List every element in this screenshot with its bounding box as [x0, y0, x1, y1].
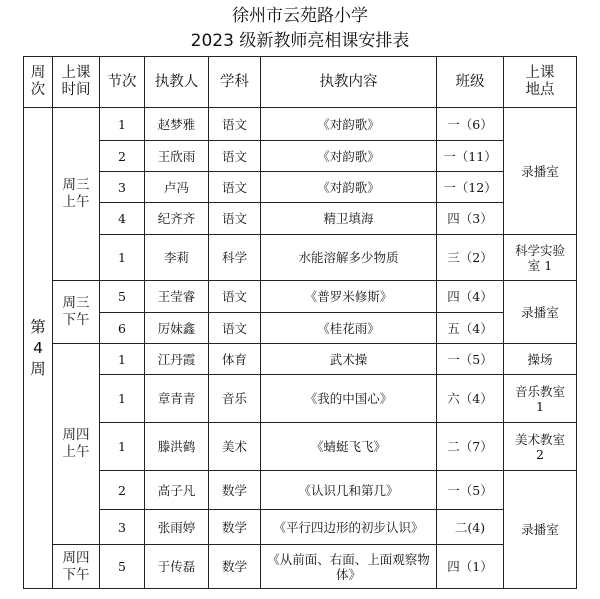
table-row	[24, 471, 577, 510]
subject-cell: 体育	[209, 344, 261, 375]
table-row	[24, 423, 577, 471]
table-row	[24, 281, 577, 313]
teacher-cell: 李莉	[145, 235, 209, 281]
session-thu-pm: 周四 下午	[53, 545, 100, 589]
table-row	[24, 235, 577, 281]
location-art-room: 美术教室 2	[504, 423, 577, 471]
subject-cell: 语文	[209, 172, 261, 203]
teacher-cell: 纪齐齐	[145, 203, 209, 235]
period-cell: 2	[100, 471, 145, 510]
location-science-lab: 科学实验 室 1	[504, 235, 577, 281]
class-cell: 一（6）	[437, 108, 504, 141]
content-cell: 《平行四边形的初步认识》	[261, 510, 437, 545]
teacher-cell: 王欣雨	[145, 141, 209, 172]
subject-cell: 语文	[209, 313, 261, 344]
header-location: 上课 地点	[504, 57, 577, 108]
subject-cell: 数学	[209, 471, 261, 510]
location-recording-room: 录播室	[504, 281, 577, 344]
subject-cell: 语文	[209, 141, 261, 172]
class-cell: 二(4)	[437, 510, 504, 545]
table-row	[24, 545, 577, 589]
header-class: 班级	[437, 57, 504, 108]
table-row	[24, 375, 577, 423]
period-cell: 1	[100, 423, 145, 471]
header-row	[24, 57, 577, 108]
page-title: 徐州市云苑路小学	[232, 6, 368, 26]
subject-cell: 数学	[209, 510, 261, 545]
content-cell: 《普罗米修斯》	[261, 281, 437, 313]
table-row	[24, 203, 577, 235]
content-cell: 武术操	[261, 344, 437, 375]
header-time: 上课 时间	[53, 57, 100, 108]
period-cell: 5	[100, 281, 145, 313]
content-cell: 水能溶解多少物质	[261, 235, 437, 281]
table-row	[24, 141, 577, 172]
teacher-cell: 滕洪鹤	[145, 423, 209, 471]
period-cell: 1	[100, 344, 145, 375]
location-music-room: 音乐教室 1	[504, 375, 577, 423]
class-cell: 四（3）	[437, 203, 504, 235]
period-cell: 6	[100, 313, 145, 344]
content-cell: 《对韵歌》	[261, 172, 437, 203]
subject-cell: 美术	[209, 423, 261, 471]
period-cell: 1	[100, 375, 145, 423]
session-thu-am: 周四 上午	[53, 344, 100, 545]
table-row	[24, 108, 577, 141]
teacher-cell: 于传磊	[145, 545, 209, 589]
teacher-cell: 王莹睿	[145, 281, 209, 313]
teacher-cell: 厉妹鑫	[145, 313, 209, 344]
class-cell: 三（2）	[437, 235, 504, 281]
period-cell: 5	[100, 545, 145, 589]
table-row	[24, 313, 577, 344]
teacher-cell: 赵梦雅	[145, 108, 209, 141]
class-cell: 五（4）	[437, 313, 504, 344]
content-cell: 《桂花雨》	[261, 313, 437, 344]
content-cell: 《蜻蜓飞飞》	[261, 423, 437, 471]
teacher-cell: 高子凡	[145, 471, 209, 510]
subject-cell: 语文	[209, 108, 261, 141]
subject-cell: 数学	[209, 545, 261, 589]
content-cell: 精卫填海	[261, 203, 437, 235]
class-cell: 二（7）	[437, 423, 504, 471]
location-recording-room: 录播室	[504, 108, 577, 235]
week-cell: 第 4 周	[24, 108, 53, 589]
teacher-cell: 张雨婷	[145, 510, 209, 545]
location-recording-room: 录播室	[504, 471, 577, 589]
subject-cell: 音乐	[209, 375, 261, 423]
subject-cell: 语文	[209, 281, 261, 313]
teacher-cell: 江丹霞	[145, 344, 209, 375]
teacher-cell: 卢冯	[145, 172, 209, 203]
class-cell: 四（4）	[437, 281, 504, 313]
header-content: 执教内容	[261, 57, 437, 108]
class-cell: 四（1）	[437, 545, 504, 589]
content-cell: 《对韵歌》	[261, 141, 437, 172]
subject-cell: 科学	[209, 235, 261, 281]
class-cell: 一（11）	[437, 141, 504, 172]
page-subtitle: 2023 级新教师亮相课安排表	[190, 31, 410, 51]
class-cell: 六（4）	[437, 375, 504, 423]
content-cell: 《对韵歌》	[261, 108, 437, 141]
subject-cell: 语文	[209, 203, 261, 235]
header-teacher: 执教人	[145, 57, 209, 108]
table-row	[24, 510, 577, 545]
class-cell: 一（12）	[437, 172, 504, 203]
class-cell: 一（5）	[437, 344, 504, 375]
content-cell: 《认识几和第几》	[261, 471, 437, 510]
schedule-table	[23, 56, 577, 589]
period-cell: 4	[100, 203, 145, 235]
header-week: 周 次	[24, 57, 53, 108]
session-wed-am: 周三 上午	[53, 108, 100, 281]
table-row	[24, 172, 577, 203]
period-cell: 3	[100, 510, 145, 545]
period-cell: 2	[100, 141, 145, 172]
header-period: 节次	[100, 57, 145, 108]
location-playground: 操场	[504, 344, 577, 375]
table-row	[24, 344, 577, 375]
period-cell: 1	[100, 108, 145, 141]
header-subject: 学科	[209, 57, 261, 108]
content-cell: 《我的中国心》	[261, 375, 437, 423]
session-wed-pm: 周三 下午	[53, 281, 100, 344]
period-cell: 3	[100, 172, 145, 203]
teacher-cell: 章青青	[145, 375, 209, 423]
class-cell: 一（5）	[437, 471, 504, 510]
content-cell: 《从前面、右面、上面观察物 体》	[261, 545, 437, 589]
period-cell: 1	[100, 235, 145, 281]
